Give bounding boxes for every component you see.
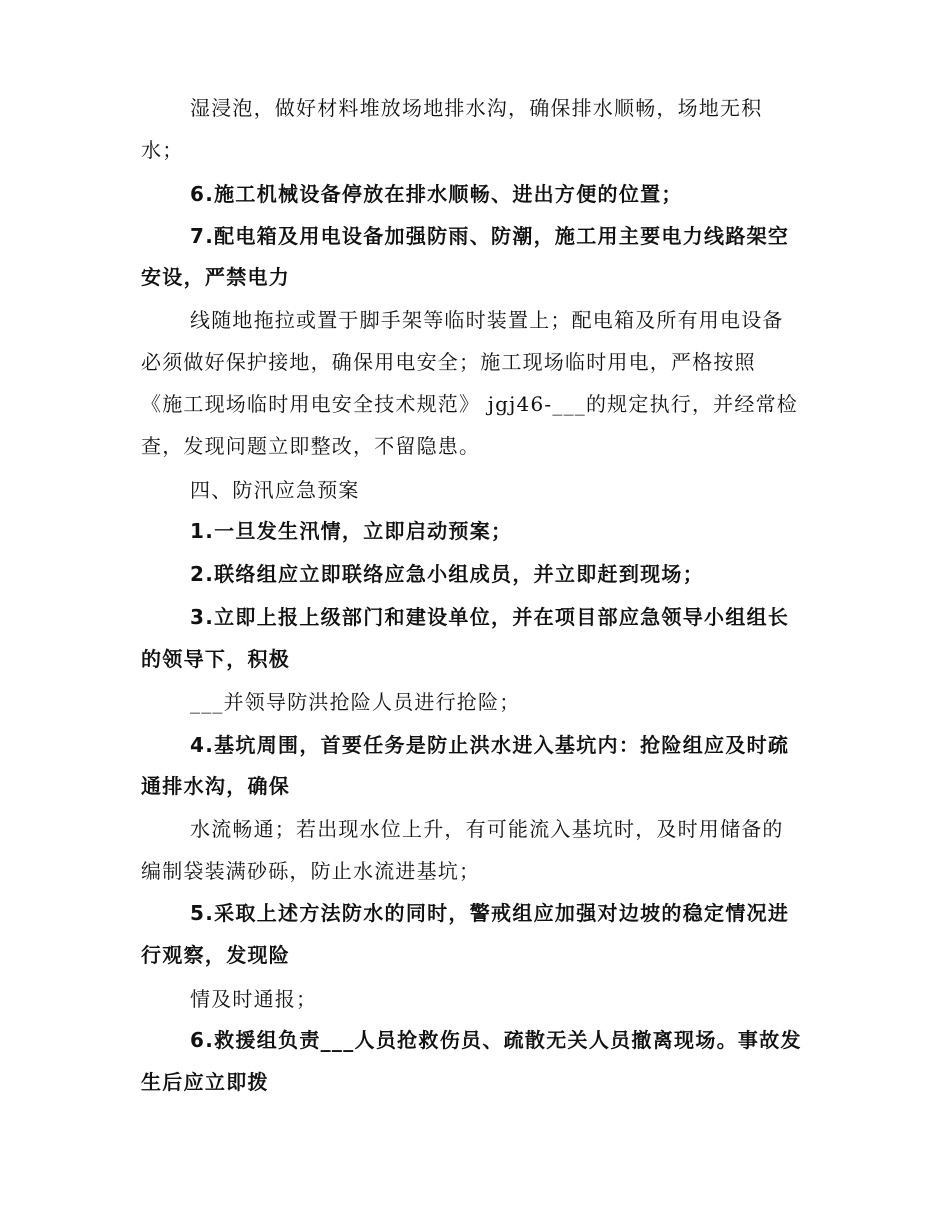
list-item-continuation: 生后应立即拨 — [141, 1070, 269, 1094]
list-item: 3.立即上报上级部门和建设单位，并在项目部应急领导小组组长 — [190, 605, 790, 629]
list-item: 2.联络组应立即联络应急小组成员，并立即赶到现场； — [190, 562, 705, 586]
list-item-continuation: 通排水沟，确保 — [141, 774, 291, 798]
list-item-continuation: 行观察，发现险 — [141, 943, 291, 967]
list-item: 6.施工机械设备停放在排水顺畅、进出方便的位置； — [190, 182, 683, 206]
list-item: 5.采取上述方法防水的同时，警戒组应加强对边坡的稳定情况进 — [190, 901, 790, 925]
text-line: 编制袋装满砂砾，防止水流进基坑； — [141, 859, 481, 883]
list-item-continuation: 的领导下，积极 — [141, 647, 291, 671]
text-line: 线随地拖拉或置于脚手架等临时装置上；配电箱及所有用电设备 — [190, 308, 784, 332]
list-item: 4.基坑周围，首要任务是防止洪水进入基坑内：抢险组应及时疏 — [190, 733, 790, 757]
text-line: 情及时通报； — [190, 987, 318, 1011]
text-line: 查，发现问题立即整改，不留隐患。 — [141, 434, 481, 458]
list-item: 1.一旦发生汛情，立即启动预案； — [190, 519, 513, 543]
text-line: 水流畅通；若出现水位上升，有可能流入基坑时，及时用储备的 — [190, 817, 784, 841]
list-item: 6.救援组负责___人员抢救伤员、疏散无关人员撤离现场。事故发 — [190, 1028, 802, 1052]
list-item: 7.配电箱及用电设备加强防雨、防潮，施工用主要电力线路架空 — [190, 224, 790, 248]
text-line: 必须做好保护接地，确保用电安全；施工现场临时用电，严格按照 — [141, 350, 756, 374]
text-line: 湿浸泡，做好材料堆放场地排水沟，确保排水顺畅，场地无积 — [190, 96, 763, 120]
list-item-continuation: 安设，严禁电力 — [141, 265, 291, 289]
section-heading: 四、防汛应急预案 — [190, 478, 360, 502]
text-line: 水； — [141, 138, 184, 162]
text-line: 《施工现场临时用电安全技术规范》 jgj46-___的规定执行，并经常检 — [141, 392, 798, 416]
text-line: ___并领导防洪抢险人员进行抢险； — [190, 690, 521, 714]
